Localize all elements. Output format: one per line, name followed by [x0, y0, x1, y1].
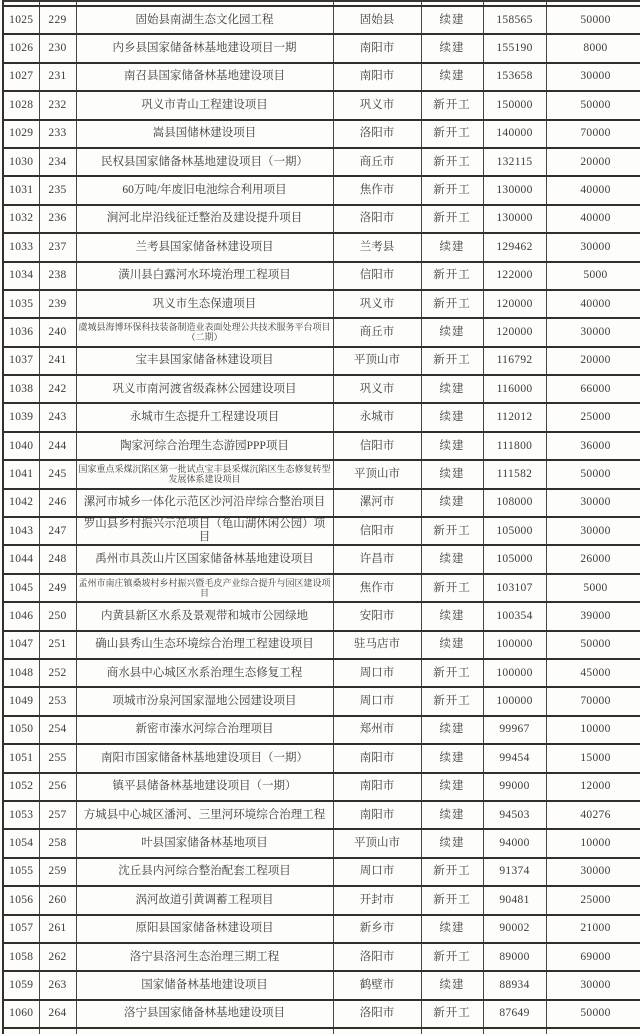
cell-status: 新开工	[421, 858, 483, 886]
cell-city: 平顶山市	[333, 829, 421, 857]
cell-amount-a: 88934	[483, 971, 546, 999]
cell-amount-a: 90002	[483, 915, 546, 943]
table-row	[3, 858, 640, 886]
cell-amount-b: 12000	[546, 773, 640, 801]
cell-serial-number: 256	[39, 773, 76, 801]
cell-project-name: 漯河市城乡一体化示范区沙河沿岸综合整治项目	[76, 489, 333, 517]
cell-amount-a: 120000	[483, 290, 546, 318]
cell-serial-number: 259	[39, 858, 76, 886]
cell-city: 南阳市	[333, 34, 421, 62]
cell-serial-number: 248	[39, 545, 76, 573]
cell-project-name: 永城市生态提升工程建设项目	[76, 403, 333, 431]
cell-status: 新开工	[421, 943, 483, 971]
cell-project-name: 商水县中心城区水系治理生态修复工程	[76, 659, 333, 687]
cell-row-number: 1037	[3, 347, 39, 375]
cell-amount-b: 10000	[546, 716, 640, 744]
cell-project-name: 涧河北岸沿线征迁整治及建设提升项目	[76, 205, 333, 233]
cell-row-number: 1027	[3, 63, 39, 91]
cell-status: 续建	[421, 318, 483, 346]
cell-project-name: 洛宁县洛河生态治理三期工程	[76, 943, 333, 971]
cell-amount-b: 36000	[546, 432, 640, 460]
partial-row-bottom	[3, 1028, 640, 1034]
cell-amount-b: 26000	[546, 545, 640, 573]
cell-serial-number: 252	[39, 659, 76, 687]
cell-amount-a: 94000	[483, 829, 546, 857]
cell-project-name: 沈丘县内河综合整治配套工程项目	[76, 858, 333, 886]
cell-city: 洛阳市	[333, 120, 421, 148]
cell-status: 续建	[421, 971, 483, 999]
cell-row-number: 1045	[3, 574, 39, 602]
cell-city: 洛阳市	[333, 1000, 421, 1028]
cell-project-name: 虞城县海博环保科技装备制造业表面处理公共技术服务平台项目（二期）	[76, 318, 333, 346]
cell-project-name: 巩义市青山工程建设项目	[76, 91, 333, 119]
cell-amount-a: 155190	[483, 34, 546, 62]
cell-amount-b: 30000	[546, 971, 640, 999]
cell-row-number: 1042	[3, 489, 39, 517]
table-row	[3, 148, 640, 176]
table-row	[3, 829, 640, 857]
table-row	[3, 63, 640, 91]
cell-city: 周口市	[333, 687, 421, 715]
table-row	[3, 120, 640, 148]
cell-city: 兰考县	[333, 233, 421, 261]
cell-row-number: 1052	[3, 773, 39, 801]
cell-city: 焦作市	[333, 176, 421, 204]
cell-project-name: 巩义市南河渡省级森林公园建设项目	[76, 375, 333, 403]
cell-city: 新乡市	[333, 915, 421, 943]
cell-city: 洛阳市	[333, 205, 421, 233]
cell-amount-a: 153658	[483, 63, 546, 91]
empty-cell	[39, 1028, 76, 1034]
cell-city: 郑州市	[333, 716, 421, 744]
cell-serial-number: 230	[39, 34, 76, 62]
cell-row-number: 1043	[3, 517, 39, 545]
table-row	[3, 773, 640, 801]
cell-city: 商丘市	[333, 148, 421, 176]
cell-amount-b: 30000	[546, 318, 640, 346]
cell-amount-a: 91374	[483, 858, 546, 886]
cell-city: 巩义市	[333, 375, 421, 403]
table-row	[3, 460, 640, 488]
cell-status: 新开工	[421, 347, 483, 375]
table-row	[3, 1000, 640, 1028]
table-body	[3, 1, 640, 1034]
cell-amount-a: 111582	[483, 460, 546, 488]
cell-city: 信阳市	[333, 262, 421, 290]
cell-amount-b: 21000	[546, 915, 640, 943]
cell-project-name: 项城市汾泉河国家湿地公园建设项目	[76, 687, 333, 715]
cell-city: 巩义市	[333, 91, 421, 119]
cell-row-number: 1041	[3, 460, 39, 488]
cell-city: 漯河市	[333, 489, 421, 517]
cell-amount-a: 112012	[483, 403, 546, 431]
cell-amount-b: 30000	[546, 63, 640, 91]
cell-status: 新开工	[421, 574, 483, 602]
cell-amount-a: 100000	[483, 687, 546, 715]
cell-city: 永城市	[333, 403, 421, 431]
cell-project-name: 陶家河综合治理生态游园PPP项目	[76, 432, 333, 460]
cell-row-number: 1047	[3, 631, 39, 659]
cell-project-name: 原阳县国家储备林建设项目	[76, 915, 333, 943]
table-row	[3, 545, 640, 573]
cell-amount-a: 94503	[483, 801, 546, 829]
cell-amount-b: 20000	[546, 347, 640, 375]
cell-amount-a: 100000	[483, 631, 546, 659]
cell-project-name: 涡河故道引黄调蓄工程项目	[76, 886, 333, 914]
table-row	[3, 347, 640, 375]
cell-project-name: 禹州市具茨山片区国家储备林基地建设项目	[76, 545, 333, 573]
cell-serial-number: 235	[39, 176, 76, 204]
empty-cell	[76, 1028, 333, 1034]
cell-row-number: 1056	[3, 886, 39, 914]
cell-amount-b: 30000	[546, 517, 640, 545]
cell-status: 续建	[421, 63, 483, 91]
cell-amount-a: 132115	[483, 148, 546, 176]
cell-amount-b: 40000	[546, 205, 640, 233]
table-row	[3, 91, 640, 119]
table-row	[3, 716, 640, 744]
table-row	[3, 34, 640, 62]
cell-status: 新开工	[421, 91, 483, 119]
cell-status: 新开工	[421, 517, 483, 545]
cell-status: 新开工	[421, 205, 483, 233]
cell-amount-b: 50000	[546, 6, 640, 34]
cell-serial-number: 229	[39, 6, 76, 34]
cell-project-name: 国家重点采煤沉陷区第一批试点宝丰县采煤沉陷区生态修复转型发展体系建设项目	[76, 460, 333, 488]
cell-row-number: 1034	[3, 262, 39, 290]
cell-project-name: 洛宁县国家储备林基地建设项目	[76, 1000, 333, 1028]
projects-table	[2, 0, 640, 1034]
table-row	[3, 6, 640, 34]
cell-status: 续建	[421, 602, 483, 630]
cell-serial-number: 263	[39, 971, 76, 999]
cell-amount-b: 30000	[546, 858, 640, 886]
empty-cell	[421, 1028, 483, 1034]
table-row	[3, 205, 640, 233]
cell-amount-a: 108000	[483, 489, 546, 517]
cell-row-number: 1059	[3, 971, 39, 999]
cell-project-name: 宝丰县国家储备林建设项目	[76, 347, 333, 375]
cell-status: 续建	[421, 432, 483, 460]
cell-row-number: 1044	[3, 545, 39, 573]
cell-project-name: 潢川县白露河水环境治理工程项目	[76, 262, 333, 290]
cell-status: 新开工	[421, 148, 483, 176]
cell-row-number: 1060	[3, 1000, 39, 1028]
cell-serial-number: 249	[39, 574, 76, 602]
cell-city: 平顶山市	[333, 460, 421, 488]
cell-amount-a: 105000	[483, 517, 546, 545]
cell-serial-number: 237	[39, 233, 76, 261]
cell-serial-number: 232	[39, 91, 76, 119]
cell-project-name: 民权县国家储备林基地建设项目（一期）	[76, 148, 333, 176]
cell-row-number: 1035	[3, 290, 39, 318]
cell-status: 续建	[421, 801, 483, 829]
empty-cell	[333, 1028, 421, 1034]
cell-amount-b: 45000	[546, 659, 640, 687]
cell-amount-a: 100354	[483, 602, 546, 630]
cell-city: 驻马店市	[333, 631, 421, 659]
cell-serial-number: 251	[39, 631, 76, 659]
cell-amount-a: 111800	[483, 432, 546, 460]
cell-row-number: 1046	[3, 602, 39, 630]
cell-amount-a: 116792	[483, 347, 546, 375]
cell-serial-number: 231	[39, 63, 76, 91]
table-row	[3, 971, 640, 999]
empty-cell	[546, 1028, 640, 1034]
cell-city: 南阳市	[333, 744, 421, 772]
table-row	[3, 318, 640, 346]
cell-status: 续建	[421, 460, 483, 488]
cell-serial-number: 254	[39, 716, 76, 744]
table-row	[3, 432, 640, 460]
cell-project-name: 内黄县新区水系及景观带和城市公园绿地	[76, 602, 333, 630]
cell-serial-number: 243	[39, 403, 76, 431]
cell-amount-b: 25000	[546, 886, 640, 914]
cell-serial-number: 246	[39, 489, 76, 517]
cell-amount-a: 122000	[483, 262, 546, 290]
cell-amount-a: 87649	[483, 1000, 546, 1028]
cell-serial-number: 250	[39, 602, 76, 630]
cell-project-name: 新密市溱水河综合治理项目	[76, 716, 333, 744]
cell-status: 续建	[421, 34, 483, 62]
cell-status: 新开工	[421, 659, 483, 687]
cell-status: 续建	[421, 915, 483, 943]
cell-amount-a: 158565	[483, 6, 546, 34]
cell-city: 许昌市	[333, 545, 421, 573]
cell-amount-b: 39000	[546, 602, 640, 630]
cell-amount-a: 130000	[483, 176, 546, 204]
cell-status: 新开工	[421, 1000, 483, 1028]
cell-amount-a: 99967	[483, 716, 546, 744]
cell-row-number: 1029	[3, 120, 39, 148]
cell-serial-number: 240	[39, 318, 76, 346]
cell-amount-a: 89000	[483, 943, 546, 971]
cell-status: 续建	[421, 233, 483, 261]
cell-project-name: 方城县中心城区潘河、三里河环境综合治理工程	[76, 801, 333, 829]
cell-row-number: 1038	[3, 375, 39, 403]
cell-project-name: 国家储备林基地建设项目	[76, 971, 333, 999]
cell-project-name: 巩义市生态保遗项目	[76, 290, 333, 318]
empty-cell	[483, 1028, 546, 1034]
table-row	[3, 403, 640, 431]
cell-serial-number: 258	[39, 829, 76, 857]
cell-amount-a: 105000	[483, 545, 546, 573]
cell-status: 续建	[421, 829, 483, 857]
cell-serial-number: 253	[39, 687, 76, 715]
cell-amount-a: 103107	[483, 574, 546, 602]
cell-serial-number: 262	[39, 943, 76, 971]
cell-serial-number: 257	[39, 801, 76, 829]
cell-amount-a: 140000	[483, 120, 546, 148]
cell-amount-b: 15000	[546, 744, 640, 772]
cell-city: 南阳市	[333, 801, 421, 829]
cell-status: 续建	[421, 403, 483, 431]
cell-row-number: 1026	[3, 34, 39, 62]
cell-city: 巩义市	[333, 290, 421, 318]
cell-project-name: 固始县南湖生态文化园工程	[76, 6, 333, 34]
cell-serial-number: 239	[39, 290, 76, 318]
cell-status: 新开工	[421, 176, 483, 204]
cell-city: 安阳市	[333, 602, 421, 630]
table-row	[3, 886, 640, 914]
table-row	[3, 176, 640, 204]
cell-row-number: 1033	[3, 233, 39, 261]
cell-status: 新开工	[421, 262, 483, 290]
cell-status: 新开工	[421, 120, 483, 148]
cell-amount-b: 50000	[546, 1000, 640, 1028]
cell-amount-b: 50000	[546, 631, 640, 659]
cell-amount-b: 70000	[546, 687, 640, 715]
cell-project-name: 南阳市国家储备林基地建设项目（一期）	[76, 744, 333, 772]
cell-row-number: 1054	[3, 829, 39, 857]
cell-amount-b: 25000	[546, 403, 640, 431]
cell-project-name: 内乡县国家储备林基地建设项目一期	[76, 34, 333, 62]
cell-serial-number: 242	[39, 375, 76, 403]
cell-amount-b: 50000	[546, 460, 640, 488]
cell-city: 商丘市	[333, 318, 421, 346]
cell-amount-a: 116000	[483, 375, 546, 403]
table-row	[3, 915, 640, 943]
cell-amount-b: 5000	[546, 262, 640, 290]
cell-city: 信阳市	[333, 432, 421, 460]
cell-status: 续建	[421, 6, 483, 34]
cell-amount-a: 129462	[483, 233, 546, 261]
cell-status: 新开工	[421, 886, 483, 914]
cell-row-number: 1039	[3, 403, 39, 431]
cell-city: 南阳市	[333, 63, 421, 91]
cell-amount-b: 30000	[546, 489, 640, 517]
table-row	[3, 659, 640, 687]
cell-amount-a: 100000	[483, 659, 546, 687]
cell-project-name: 嵩县国储林建设项目	[76, 120, 333, 148]
table-row	[3, 290, 640, 318]
cell-row-number: 1053	[3, 801, 39, 829]
table-row	[3, 744, 640, 772]
cell-serial-number: 255	[39, 744, 76, 772]
cell-status: 新开工	[421, 687, 483, 715]
cell-project-name: 确山县秀山生态环境综合治理工程建设项目	[76, 631, 333, 659]
cell-project-name: 孟州市南庄镇桑坡村乡村振兴暨毛皮产业综合提升与园区建设项目	[76, 574, 333, 602]
table-row	[3, 233, 640, 261]
cell-amount-a: 99454	[483, 744, 546, 772]
cell-serial-number: 233	[39, 120, 76, 148]
cell-status: 续建	[421, 545, 483, 573]
cell-status: 新开工	[421, 290, 483, 318]
cell-project-name: 镇平县储备林基地建设项目（一期）	[76, 773, 333, 801]
table-row	[3, 801, 640, 829]
cell-amount-b: 5000	[546, 574, 640, 602]
cell-serial-number: 236	[39, 205, 76, 233]
cell-city: 南阳市	[333, 773, 421, 801]
table-row	[3, 602, 640, 630]
cell-amount-a: 99000	[483, 773, 546, 801]
cell-project-name: 叶县国家储备林基地项目	[76, 829, 333, 857]
table-row	[3, 943, 640, 971]
cell-amount-a: 120000	[483, 318, 546, 346]
cell-city: 洛阳市	[333, 943, 421, 971]
cell-project-name: 罗山县乡村振兴示范项目（龟山湖休闲公园）项目	[76, 517, 333, 545]
cell-amount-b: 66000	[546, 375, 640, 403]
cell-amount-b: 10000	[546, 829, 640, 857]
cell-status: 续建	[421, 489, 483, 517]
cell-city: 平顶山市	[333, 347, 421, 375]
cell-project-name: 60万吨/年废旧电池综合利用项目	[76, 176, 333, 204]
cell-serial-number: 241	[39, 347, 76, 375]
cell-row-number: 1030	[3, 148, 39, 176]
cell-amount-a: 130000	[483, 205, 546, 233]
cell-status: 续建	[421, 375, 483, 403]
cell-serial-number: 260	[39, 886, 76, 914]
cell-row-number: 1049	[3, 687, 39, 715]
cell-amount-b: 40000	[546, 290, 640, 318]
cell-amount-b: 20000	[546, 148, 640, 176]
cell-city: 开封市	[333, 886, 421, 914]
cell-amount-a: 150000	[483, 91, 546, 119]
cell-serial-number: 261	[39, 915, 76, 943]
cell-serial-number: 234	[39, 148, 76, 176]
cell-status: 续建	[421, 744, 483, 772]
cell-serial-number: 245	[39, 460, 76, 488]
cell-city: 焦作市	[333, 574, 421, 602]
cell-row-number: 1040	[3, 432, 39, 460]
cell-city: 信阳市	[333, 517, 421, 545]
cell-status: 续建	[421, 631, 483, 659]
cell-row-number: 1028	[3, 91, 39, 119]
cell-status: 续建	[421, 716, 483, 744]
cell-project-name: 南召县国家储备林基地建设项目	[76, 63, 333, 91]
cell-row-number: 1025	[3, 6, 39, 34]
cell-status: 续建	[421, 773, 483, 801]
table-row	[3, 687, 640, 715]
table-row	[3, 489, 640, 517]
cell-city: 鹤壁市	[333, 971, 421, 999]
cell-row-number: 1057	[3, 915, 39, 943]
cell-serial-number: 238	[39, 262, 76, 290]
cell-amount-b: 40000	[546, 176, 640, 204]
cell-row-number: 1051	[3, 744, 39, 772]
table-row	[3, 517, 640, 545]
cell-amount-b: 8000	[546, 34, 640, 62]
cell-row-number: 1055	[3, 858, 39, 886]
table-row	[3, 574, 640, 602]
cell-amount-b: 50000	[546, 91, 640, 119]
cell-row-number: 1058	[3, 943, 39, 971]
table-row	[3, 631, 640, 659]
cell-amount-b: 30000	[546, 233, 640, 261]
cell-amount-a: 90481	[483, 886, 546, 914]
empty-cell	[3, 1028, 39, 1034]
cell-serial-number: 247	[39, 517, 76, 545]
table-row	[3, 375, 640, 403]
cell-row-number: 1031	[3, 176, 39, 204]
cell-amount-b: 70000	[546, 120, 640, 148]
table-row	[3, 262, 640, 290]
cell-amount-b: 69000	[546, 943, 640, 971]
cell-serial-number: 244	[39, 432, 76, 460]
cell-project-name: 兰考县国家储备林建设项目	[76, 233, 333, 261]
cell-row-number: 1032	[3, 205, 39, 233]
cell-city: 周口市	[333, 858, 421, 886]
cell-serial-number: 264	[39, 1000, 76, 1028]
cell-row-number: 1048	[3, 659, 39, 687]
cell-city: 周口市	[333, 659, 421, 687]
cell-amount-b: 40276	[546, 801, 640, 829]
cell-city: 固始县	[333, 6, 421, 34]
cell-row-number: 1036	[3, 318, 39, 346]
cell-row-number: 1050	[3, 716, 39, 744]
